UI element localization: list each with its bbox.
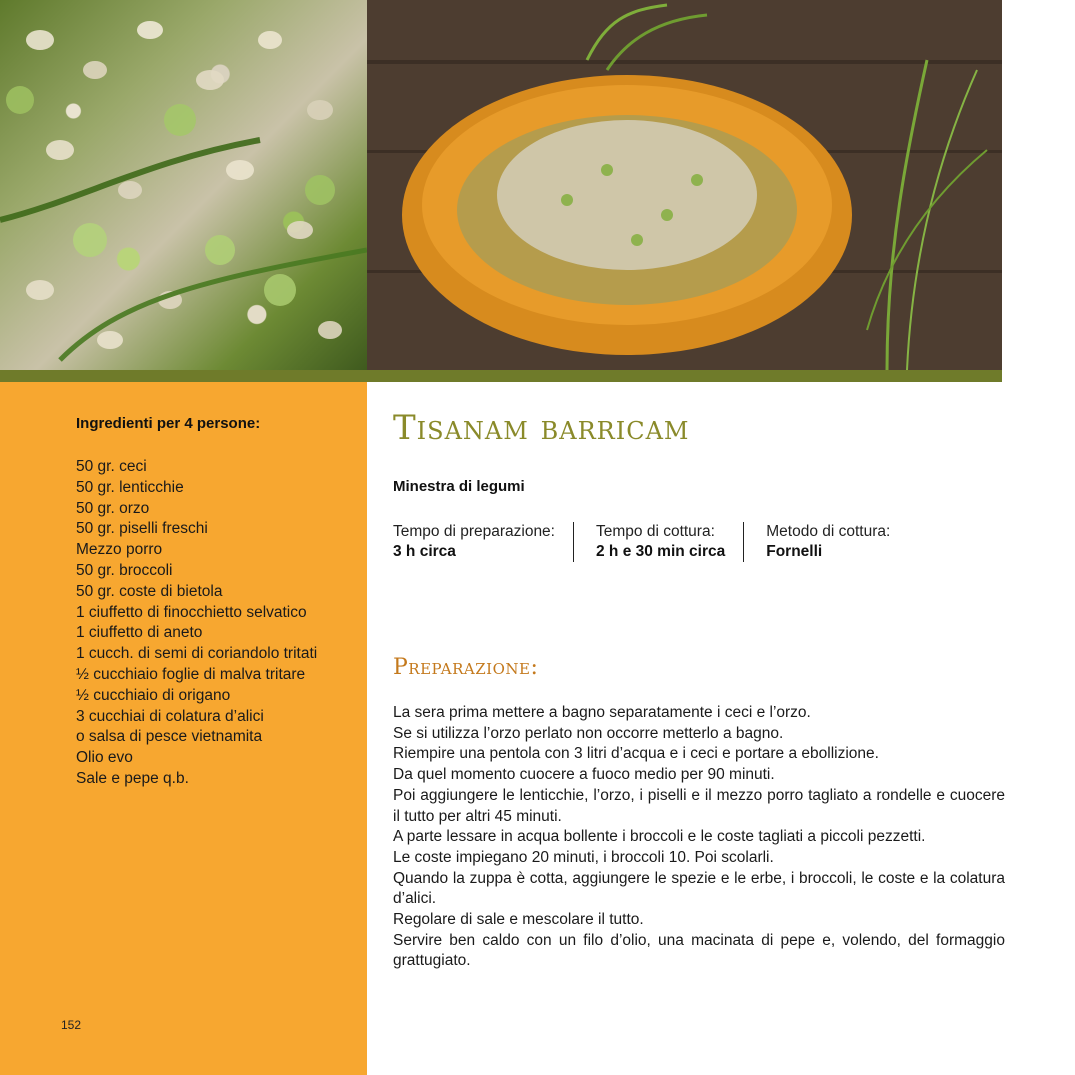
preparation-step: Servire ben caldo con un filo d’olio, una macinata di pepe e, volendo, del formaggio grattugiato. (393, 931, 1005, 970)
list-item: Olio evo (76, 749, 133, 767)
list-item: o salsa di pesce vietnamita (76, 728, 263, 746)
prep-time-label: Tempo di preparazione: (393, 523, 555, 540)
list-item: 50 gr. lenticchie (76, 478, 184, 496)
recipe-title: Tisanam barricam (393, 408, 690, 448)
list-item: 50 gr. ceci (76, 458, 147, 475)
list-item: 1 ciuffetto di finocchietto selvatico (76, 603, 307, 621)
preparation-step: Regolare di sale e mescolare il tutto. (393, 911, 644, 929)
list-item: Mezzo porro (76, 541, 163, 559)
cook-method-label: Metodo di cottura: (766, 523, 891, 540)
divider-strip (0, 370, 1002, 382)
preparation-step: Poi aggiungere le lenticchie, l’orzo, i piselli e il mezzo porro tagliato a rondelle e cuocere il tutto per altri 45 minuti. (393, 786, 1005, 825)
cook-method (743, 522, 908, 562)
ingredients-title: Ingredienti per 4 persone: (76, 415, 261, 432)
preparation-heading: Preparazione: (393, 655, 539, 680)
list-item: 1 ciuffetto di aneto (76, 624, 203, 642)
photo-soup-closeup (0, 0, 367, 370)
preparation-step: Le coste impiegano 20 minuti, i broccoli 10. Poi scolarli. (393, 848, 774, 866)
list-item: ½ cucchiaio foglie di malva tritare (76, 665, 306, 683)
preparation-step: La sera prima mettere a bagno separatamente i ceci e l’orzo. (393, 704, 811, 721)
preparation-step: Da quel momento cuocere a fuoco medio per 90 minuti. (393, 766, 775, 784)
cook-time (573, 522, 743, 562)
list-item: 50 gr. coste di bietola (76, 582, 223, 600)
list-item: ½ cucchiaio di origano (76, 686, 231, 704)
preparation-step: Quando la zuppa è cotta, aggiungere le spezie e le erbe, i broccoli, le coste e la colatura d’alici. (393, 869, 1005, 908)
list-item: 50 gr. orzo (76, 499, 150, 517)
page-number: 152 (61, 1018, 82, 1032)
preparation-step: Riempire una pentola con 3 litri d’acqua e i ceci e portare a ebollizione. (393, 745, 879, 763)
preparation-step: Se si utilizza l’orzo perlato non occorre metterlo a bagno. (393, 724, 784, 742)
photo-soup-bowl (367, 0, 1002, 370)
bowl-illustration (367, 0, 1002, 370)
recipe-subtitle: Minestra di legumi (393, 478, 525, 495)
cook-method-value: Fornelli (766, 543, 823, 560)
list-item: 50 gr. broccoli (76, 561, 173, 579)
list-item: 50 gr. piselli freschi (76, 520, 208, 538)
prep-time-value: 3 h circa (393, 543, 456, 560)
cook-time-label: Tempo di cottura: (596, 523, 715, 540)
list-item: 1 cucch. di semi di coriandolo tritati (76, 645, 318, 663)
ingredients-list (76, 457, 317, 790)
preparation-text (393, 703, 1005, 972)
list-item: 3 cucchiai di colatura d’alici (76, 707, 264, 725)
list-item: Sale e pepe q.b. (76, 769, 189, 787)
prep-time (393, 522, 573, 562)
cook-time-value: 2 h e 30 min circa (596, 543, 726, 560)
preparation-step: A parte lessare in acqua bollente i broccoli e le coste tagliati a piccoli pezzetti. (393, 828, 926, 846)
recipe-meta (393, 522, 908, 562)
barley-peas-illustration (0, 0, 367, 370)
